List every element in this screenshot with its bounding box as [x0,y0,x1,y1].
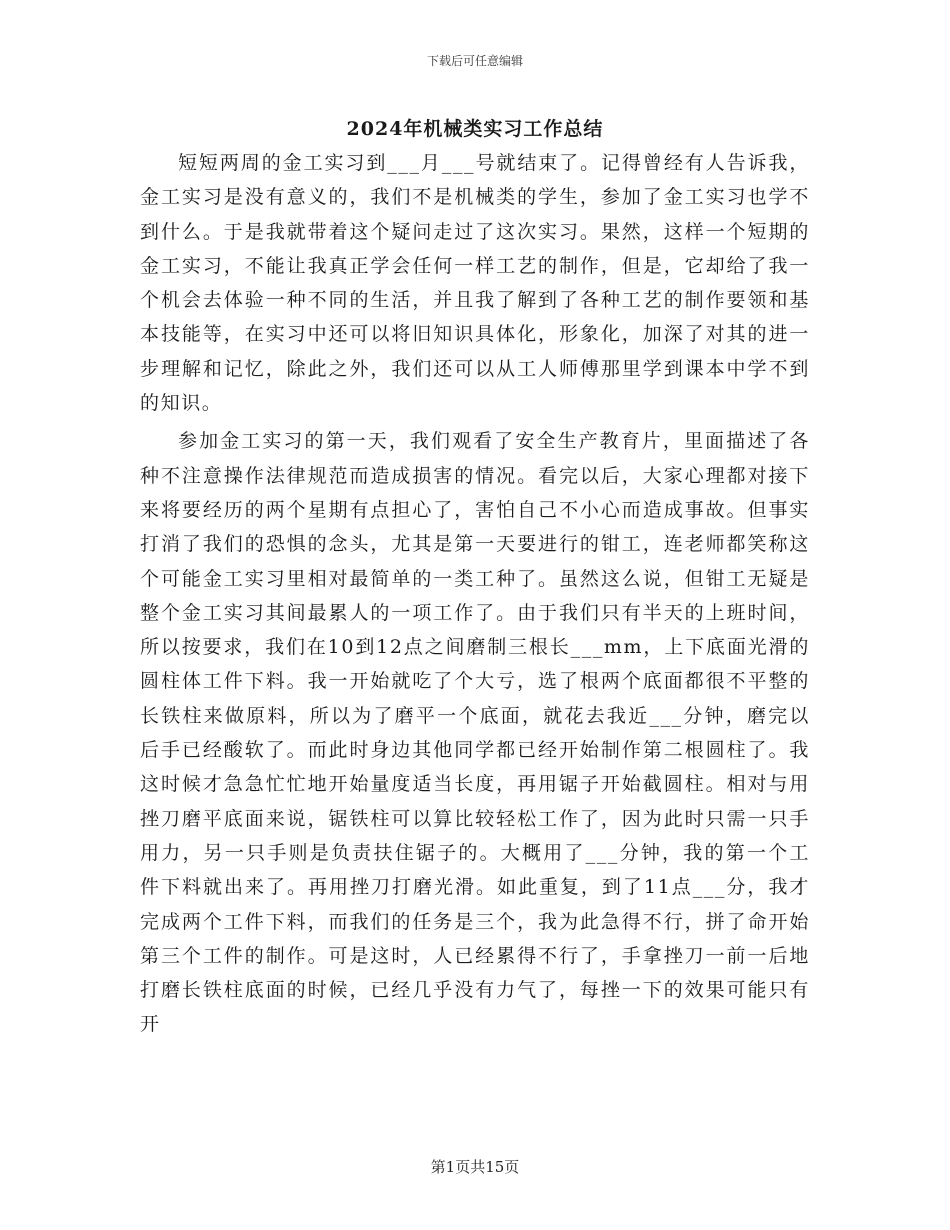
paragraph: 短短两周的金工实习到___月___号就结束了。记得曾经有人告诉我，金工实习是没有意义的，我们不是机械类的学生，参加了金工实习也学不到什么。于是我就带着这个疑问走过了这次实习。果然，这样一个短期的金工实习，不能让我真正学会任何一样工艺的制作，但是，它却给了我一个机会去体验一种不同的生活，并且我了解到了各种工艺的制作要领和基本技能等，在实习中还可以将旧知识具体化，形象化，加深了对其的进一步理解和记忆，除此之外，我们还可以从工人师傅那里学到课本中学不到的知识。 [140,152,810,415]
header-note: 下载后可任意编辑 [426,54,523,68]
page-number: 第1页共15页 [430,1158,520,1176]
paragraph: 参加金工实习的第一天，我们观看了安全生产教育片，里面描述了各种不注意操作法律规范而造成损害的情况。看完以后，大家心理都对接下来将要经历的两个星期有点担心了，害怕自己不小心而造成事故。但事实打消了我们的恐惧的念头，尤其是第一天要进行的钳工，连老师都笑称这个可能金工实习里相对最简单的一类工种了。虽然这么说，但钳工无疑是整个金工实习其间最累人的一项工作了。由于我们只有半天的上班时间，所以按要求，我们在10到12点之间磨制三根长___mm，上下底面光滑的圆柱体工件下料。我一开始就吃了个大亏，选了根两个底面都很不平整的长铁柱来做原料，所以为了磨平一个底面，就花去我近___分钟，磨完以后手已经酸软了。而此时身边其他同学都已经开始制作第二根圆柱了。我这时候才急急忙忙地开始量度适当长度，再用锯子开始截圆柱。相对与用挫刀磨平底面来说，锯铁柱可以算比较轻松工作了，因为此时只需一只手用力，另一只手则是负责扶住锯子的。大概用了___分钟，我的第一个工件下料就出来了。再用挫刀打磨光滑。如此重复，到了11点___分，我才完成两个工件下料，而我们的任务是三个，我为此急得不行，拼了命开始第三个工件的制作。可是这时，人已经累得不行了，手拿挫刀一前一后地打磨长铁柱底面的时候，已经几乎没有力气了，每挫一下的效果可能只有开 [140,430,810,1036]
document-title: 2024年机械类实习工作总结 [346,118,604,140]
document-body [140,146,810,1046]
